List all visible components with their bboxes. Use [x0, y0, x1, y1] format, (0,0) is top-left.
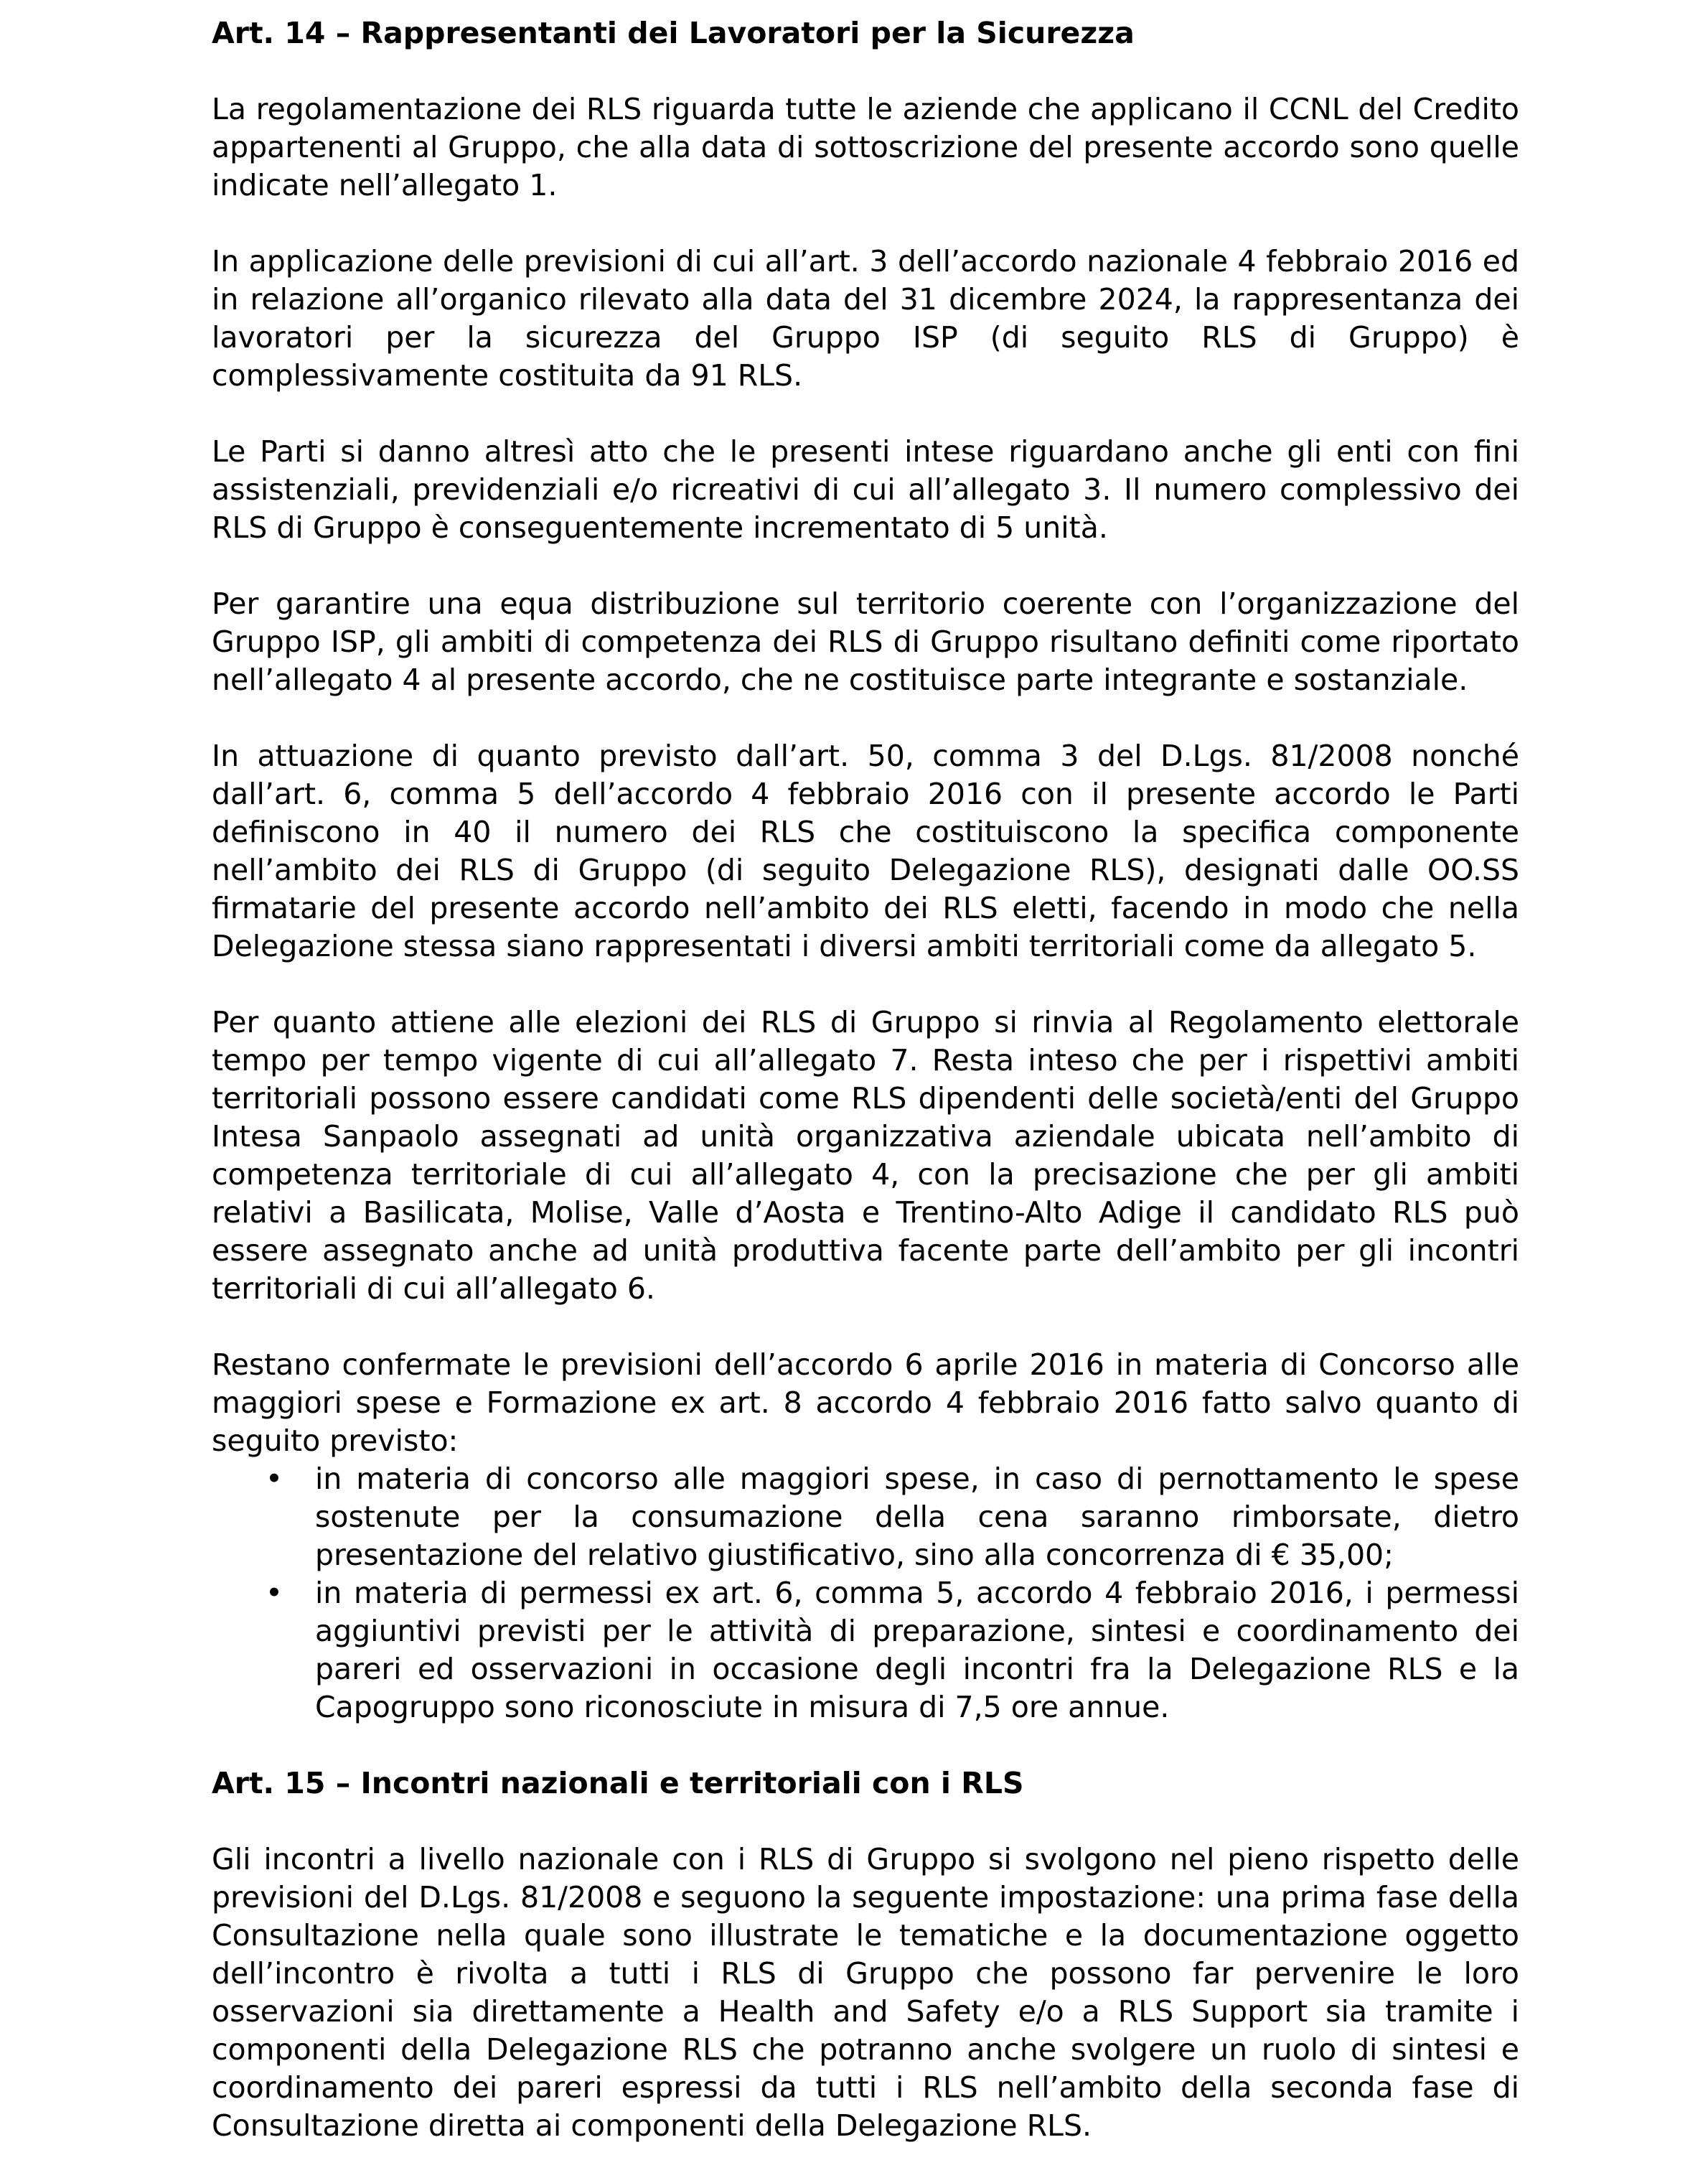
- article-14-paragraph-4: Per garantire una equa distribuzione sul territorio coerente con l’organizzazione del Gruppo ISP, gli ambiti di competenza dei RLS di Gruppo risultano definiti come riportato nell’allegato 4 al presente accordo, che ne costituisce parte integrante e sostanziale.: [212, 586, 1519, 697]
- article-14-paragraph-3: Le Parti si danno altresì atto che le presenti intese riguardano anche gli enti con fini assistenziali, previdenziali e/o ricreativi di cui all’allegato 3. Il numero complessivo dei RLS di Gruppo è conseguentemente incrementato di 5 unità.: [212, 434, 1519, 545]
- article-14-paragraph-5: In attuazione di quanto previsto dall’art. 50, comma 3 del D.Lgs. 81/2008 nonché dall’art. 6, comma 5 dell’accordo 4 febbraio 2016 con il presente accordo le Parti definiscono in 40 il numero dei RLS che costituiscono la specifica componente nell’ambito dei RLS di Gruppo (di seguito Delegazione RLS), designati dalle OO.SS firmatarie del presente accordo nell’ambito dei RLS eletti, facendo in modo che nella Delegazione stessa siano rappresentati i diversi ambiti territoriali come da allegato 5.: [212, 739, 1519, 963]
- document-page: [212, 14, 1519, 2183]
- article-15-paragraph-1: Gli incontri a livello nazionale con i RLS di Gruppo si svolgono nel pieno rispetto delle previsioni del D.Lgs. 81/2008 e seguono la seguente impostazione: una prima fase della Consultazione nella quale sono illustrate le tematiche e la documentazione oggetto dell’incontro è rivolta a tutti i RLS di Gruppo che possono far pervenire le loro osservazioni sia direttamente a Health and Safety e/o a RLS Support sia tramite i componenti della Delegazione RLS che potranno anche svolgere un ruolo di sintesi e coordinamento dei pareri espressi da tutti i RLS nell’ambito della seconda fase di Consultazione diretta ai componenti della Delegazione RLS.: [212, 1842, 1519, 2143]
- bullet-item-dinner-expenses: [212, 1460, 1519, 1574]
- bullet-icon: •: [265, 1576, 283, 1610]
- bullet-text: in materia di concorso alle maggiori spese, in caso di pernottamento le spese sostenute per la consumazione della cena saranno rimborsate, dietro presentazione del relativo giustificativo, sino alla concorrenza di € 35,00;: [315, 1462, 1519, 1572]
- article-14-paragraph-1: La regolamentazione dei RLS riguarda tutte le aziende che applicano il CCNL del Credito appartenenti al Gruppo, che alla data di sottoscrizione del presente accordo sono quelle indicate nell’allegato 1.: [212, 92, 1519, 202]
- article-14-heading: Art. 14 – Rappresentanti dei Lavoratori per la Sicurezza: [212, 16, 1135, 50]
- article-14-paragraph-6: Per quanto attiene alle elezioni dei RLS di Gruppo si rinvia al Regolamento elettorale tempo per tempo vigente di cui all’allegato 7. Resta inteso che per i rispettivi ambiti territoriali possono essere candidati come RLS dipendenti delle società/enti del Gruppo Intesa Sanpaolo assegnati ad unità organizzativa aziendale ubicata nell’ambito di competenza territoriale di cui all’allegato 4, con la precisazione che per gli ambiti relativi a Basilicata, Molise, Valle d’Aosta e Trentino-Alto Adige il candidato RLS può essere assegnato anche ad unità produttiva facente parte dell’ambito per gli incontri territoriali di cui all’allegato 6.: [212, 1005, 1519, 1306]
- bullet-text: in materia di permessi ex art. 6, comma 5, accordo 4 febbraio 2016, i permessi aggiuntivi previsti per le attività di preparazione, sintesi e coordinamento dei pareri ed osservazioni in occasione degli incontri fra la Delegazione RLS e la Capogruppo sono riconosciute in misura di 7,5 ore annue.: [315, 1576, 1519, 1724]
- article-15-heading: Art. 15 – Incontri nazionali e territoriali con i RLS: [212, 1766, 1024, 1800]
- bullet-icon: •: [265, 1462, 283, 1496]
- bullet-item-additional-permits: [212, 1574, 1519, 1726]
- article-14-paragraph-7: Restano confermate le previsioni dell’accordo 6 aprile 2016 in materia di Concorso alle maggiori spese e Formazione ex art. 8 accordo 4 febbraio 2016 fatto salvo quanto di seguito previsto:: [212, 1347, 1519, 1458]
- article-14-paragraph-2: In applicazione delle previsioni di cui all’art. 3 dell’accordo nazionale 4 febbraio 2016 ed in relazione all’organico rilevato alla data del 31 dicembre 2024, la rappresentanza dei lavoratori per la sicurezza del Gruppo ISP (di seguito RLS di Gruppo) è complessivamente costituita da 91 RLS.: [212, 244, 1519, 393]
- article-14-bullet-list: [212, 1460, 1519, 1726]
